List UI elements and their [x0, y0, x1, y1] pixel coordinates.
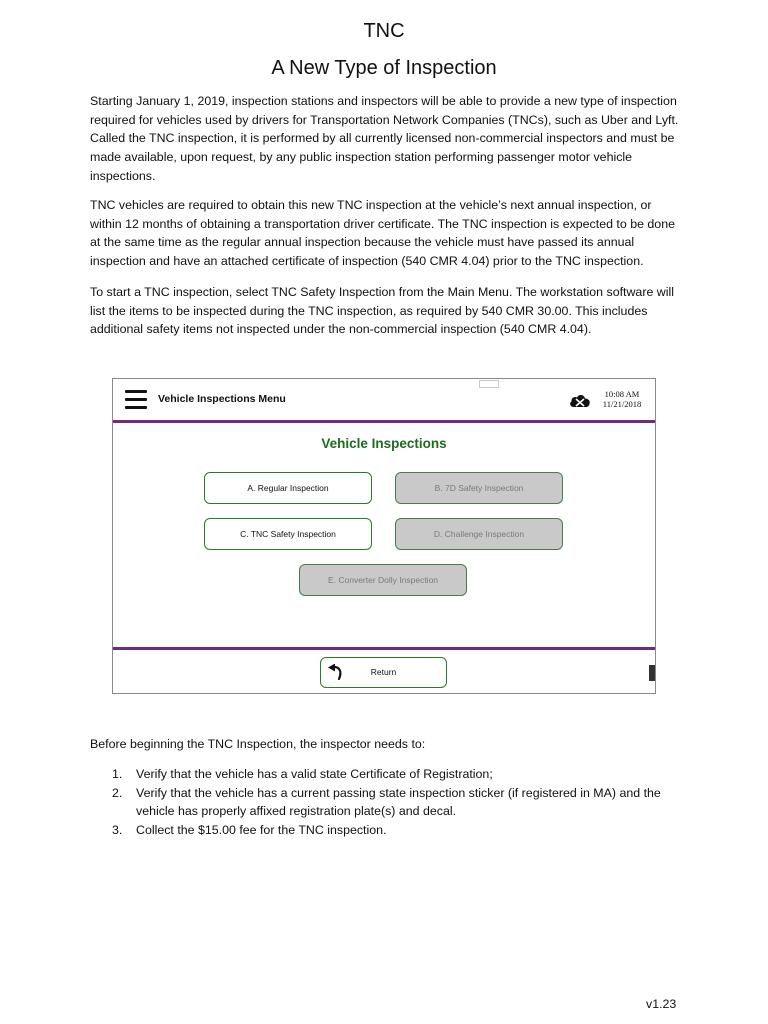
- time-label: 10:08 AM: [604, 389, 640, 399]
- return-label: Return: [370, 667, 397, 677]
- panel-title: Vehicle Inspections: [321, 436, 447, 451]
- step-text: Collect the $15.00 fee for the TNC inspection.: [136, 823, 387, 838]
- challenge-inspection-button: D. Challenge Inspection: [395, 518, 563, 550]
- steps-list: [90, 765, 690, 840]
- list-item: [90, 821, 690, 840]
- requirement-paragraph: TNC vehicles are required to obtain this new TNC inspection at the vehicle’s next annual inspection, or within 12 months of obtaining a transportation driver certificate. The TNC inspection is expected to be done at the same time as the regular annual inspection because the vehicle must have passed its annual inspection and have an attached certificate of inspection (540 CMR 4.04) prior to the TNC inspection.: [90, 198, 675, 269]
- step-number: 2.: [112, 785, 123, 800]
- intro-paragraph: Starting January 1, 2019, inspection stations and inspectors will be able to provide a new type of inspection required for vehicles used by drivers for Transportation Network Companies (TNCs), such as Uber and Lyft. Called the TNC inspection, it is performed by all currently licensed non-commercial inspectors and must be made available, upon request, by any public inspection station performing passenger motor vehicle inspections.: [90, 94, 679, 183]
- steps-intro: Before beginning the TNC Inspection, the inspector needs to:: [90, 737, 426, 751]
- list-item: [90, 784, 690, 821]
- step-number: 3.: [112, 823, 123, 838]
- start-instruction-paragraph: To start a TNC inspection, select TNC Safety Inspection from the Main Menu. The workstation software will list the items to be inspected during the TNC inspection, as required by 540 CMR 30.00. This includes additional safety items not inspected under the non-commercial inspection (540 CMR 4.04).: [90, 285, 674, 337]
- tnc-safety-inspection-button[interactable]: C. TNC Safety Inspection: [204, 518, 372, 550]
- header-divider: [113, 420, 655, 423]
- edge-tab: [649, 665, 655, 681]
- footer-divider: [113, 647, 655, 650]
- clock-readout: [597, 389, 647, 409]
- version-label: v1.23: [646, 997, 677, 1011]
- return-button[interactable]: [320, 657, 447, 688]
- regular-inspection-button[interactable]: A. Regular Inspection: [204, 472, 372, 504]
- menu-title: Vehicle Inspections Menu: [158, 393, 286, 405]
- step-text: Verify that the vehicle has a current passing state inspection sticker (if registered in MA) and the vehicle has properly affixed registration plate(s) and decal.: [136, 785, 661, 819]
- 7d-safety-inspection-button: B. 7D Safety Inspection: [395, 472, 563, 504]
- menu-icon[interactable]: [125, 390, 147, 410]
- document-title: TNC: [363, 20, 405, 42]
- step-number: 1.: [112, 767, 123, 781]
- cloud-offline-icon: [568, 391, 592, 409]
- list-item: [90, 765, 690, 784]
- window-mark: [479, 380, 499, 388]
- date-label: 11/21/2018: [602, 399, 642, 409]
- document-subtitle: A New Type of Inspection: [271, 57, 497, 79]
- step-text: Verify that the vehicle has a valid state Certificate of Registration;: [136, 767, 493, 781]
- converter-dolly-inspection-button: E. Converter Dolly Inspection: [299, 564, 467, 596]
- vehicle-inspections-screenshot: [112, 378, 656, 694]
